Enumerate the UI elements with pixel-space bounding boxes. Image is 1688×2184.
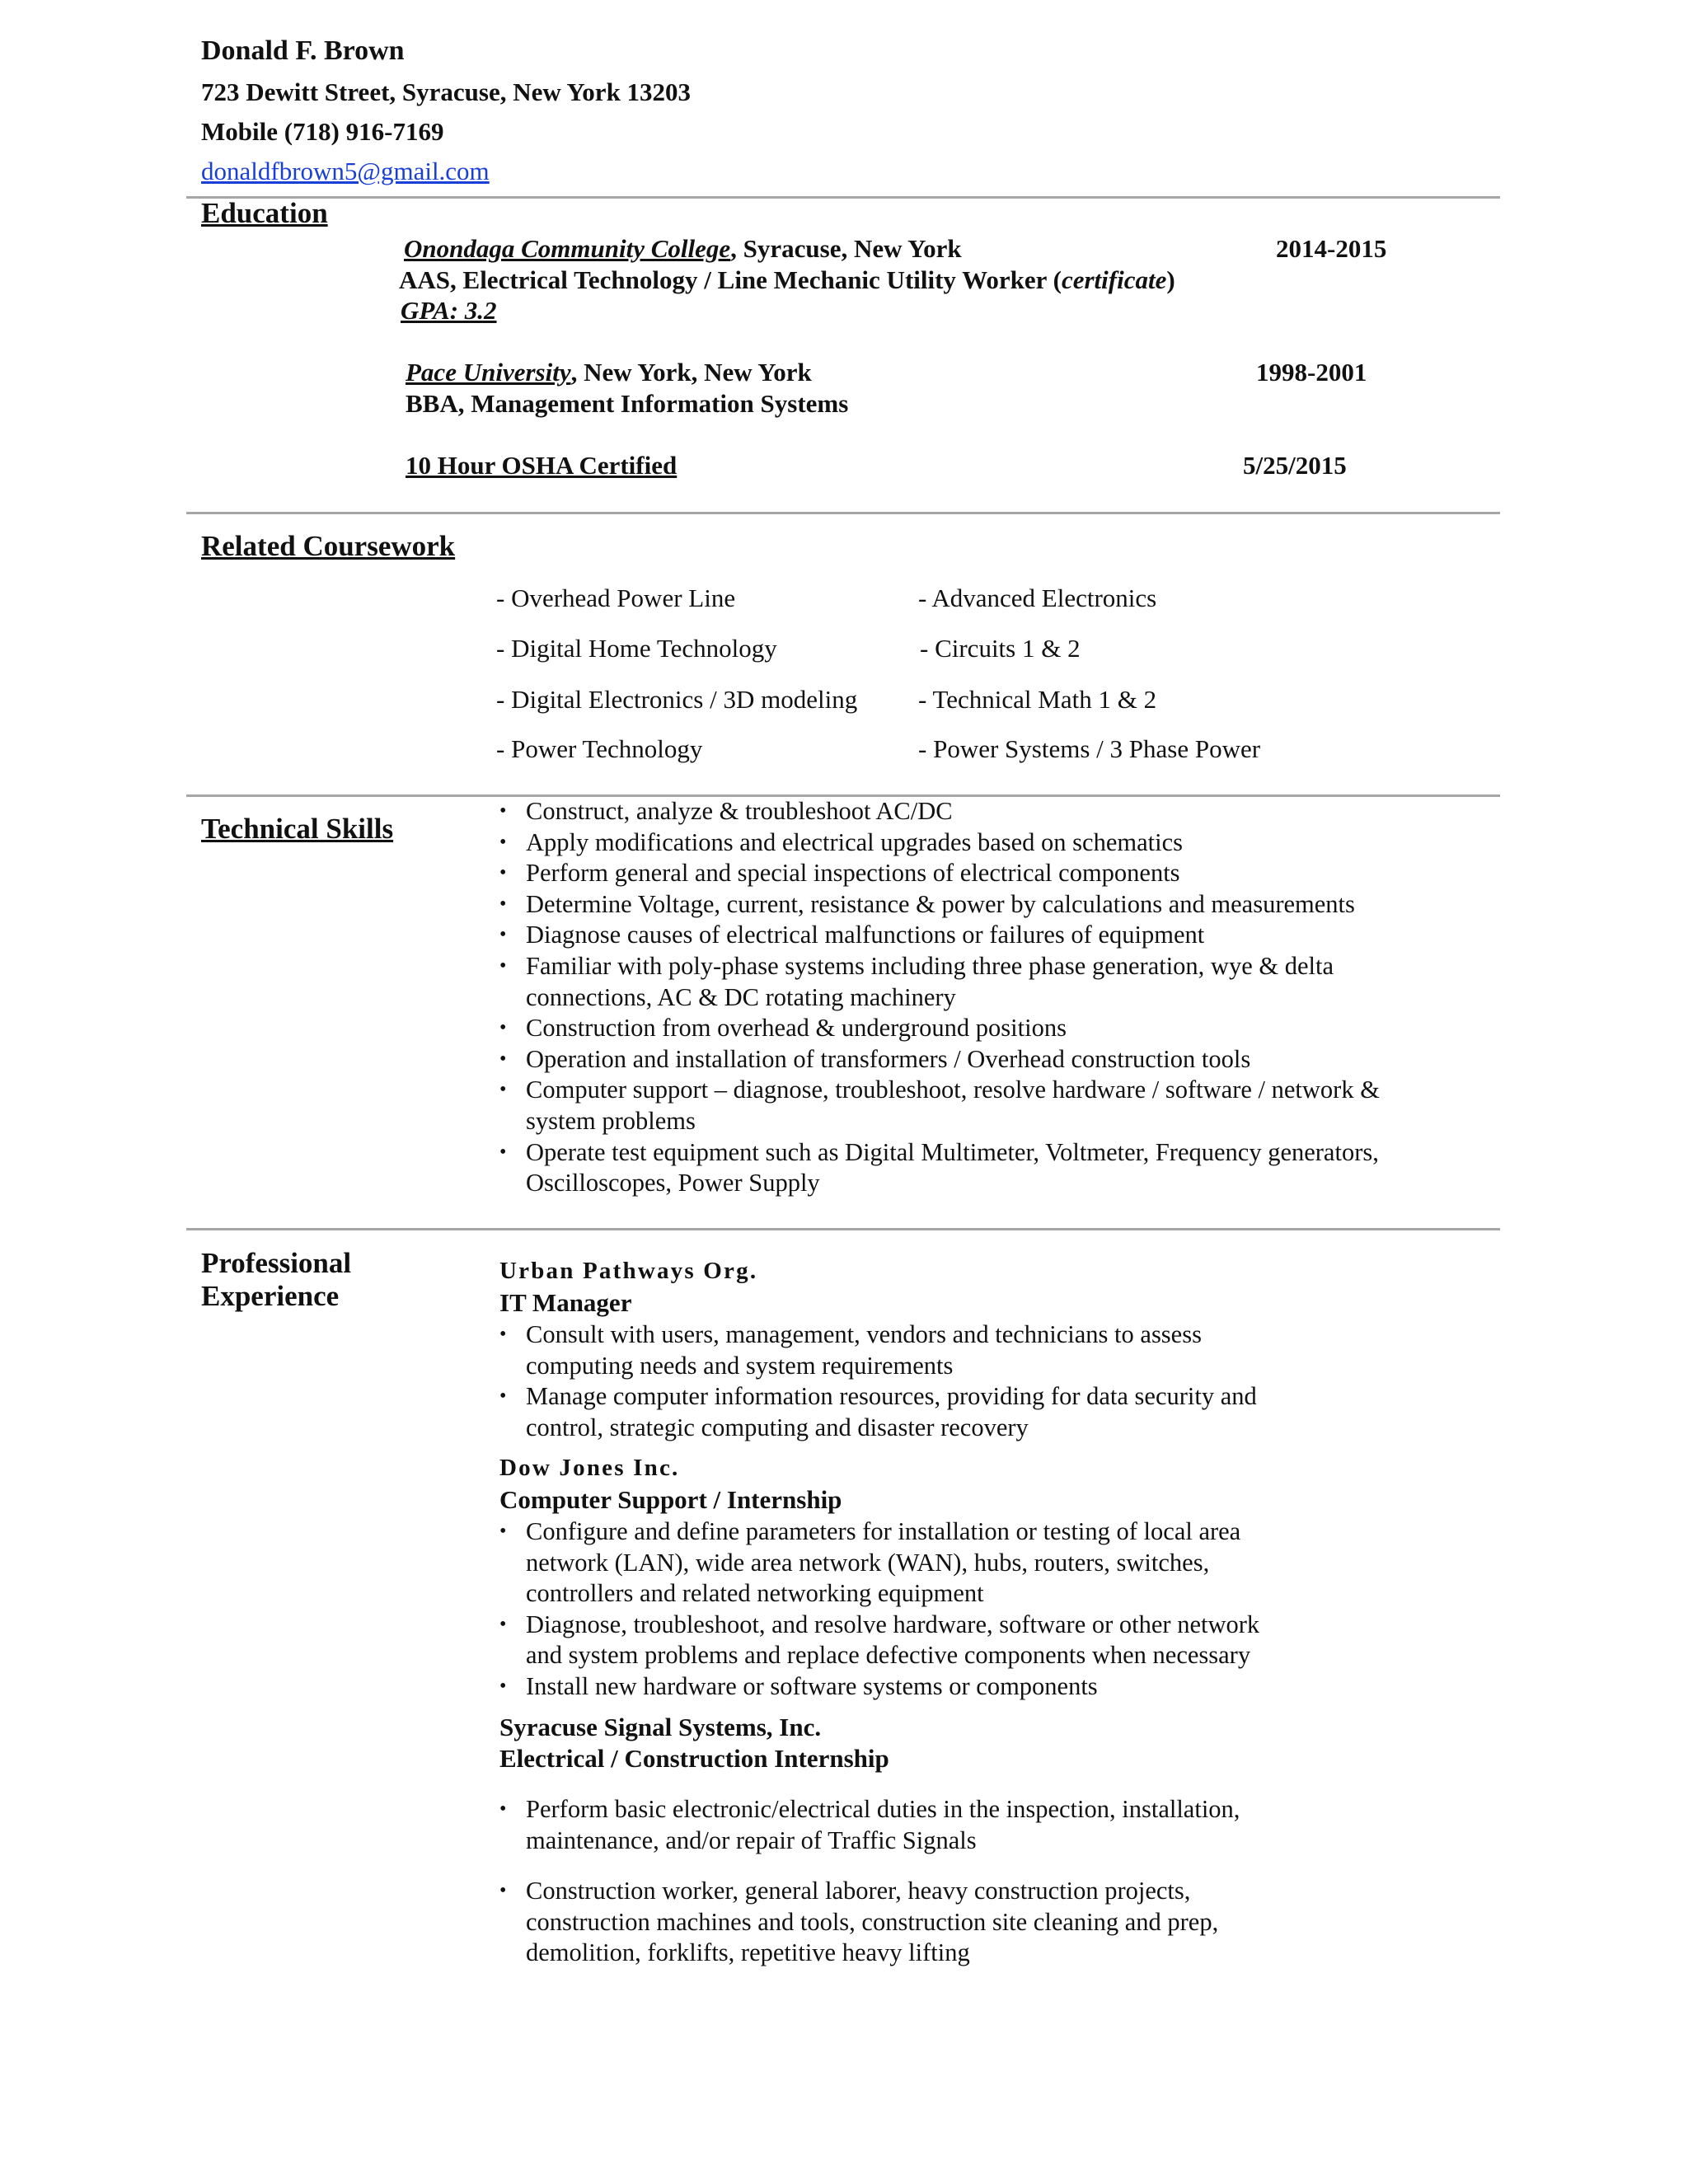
job-title: Computer Support / Internship [499,1485,842,1514]
course-item: - Digital Home Technology [496,634,777,663]
degree-close: ) [1166,265,1175,294]
degree-italic: certificate [1061,265,1167,294]
job-duties [499,1876,1218,1969]
certification-date: 5/25/2015 [1243,451,1347,480]
degree-text: AAS, Electrical Technology / Line Mechanic Utility Worker ( [399,265,1062,294]
divider [186,196,1500,199]
duty-item: • Diagnose, troubleshoot, and resolve hardware, software or other network and system problems and replace defective components when necessary [499,1610,1259,1671]
phone: Mobile (718) 916-7169 [201,117,444,146]
divider [186,1228,1500,1230]
duty-item: • Install new hardware or software systems or components [499,1671,1259,1703]
skill-item: • Operate test equipment such as Digital Multimeter, Voltmeter, Frequency generators, Oscilloscopes, Power Supply [499,1137,1380,1199]
job-duties [499,1516,1259,1703]
skill-item: • Construct, analyze & troubleshoot AC/DC [499,796,1380,827]
gpa: GPA: 3.2 [401,296,497,325]
skill-item: • Determine Voltage, current, resistance & power by calculations and measurements [499,889,1380,921]
skill-item: • Computer support – diagnose, troubleshoot, resolve hardware / software / network & system problems [499,1075,1380,1137]
education-years: 1998-2001 [1256,358,1367,387]
degree [399,265,1175,295]
skill-item: • Familiar with poly-phase systems including three phase generation, wye & delta connections, AC & DC rotating machinery [499,951,1380,1013]
job-title: IT Manager [499,1288,632,1317]
school-name: Onondaga Community College [404,234,731,263]
skill-item: • Diagnose causes of electrical malfunctions or failures of equipment [499,920,1380,951]
duty-item: • Manage computer information resources, providing for data security and control, strategic computing and disaster recovery [499,1381,1257,1443]
education-heading: Education [201,197,328,229]
course-item: - Power Technology [496,734,703,763]
experience-heading-2: Experience [201,1280,340,1312]
experience-heading: Professional [201,1247,352,1279]
job-title: Electrical / Construction Internship [499,1744,889,1773]
school-location: , New York, New York [570,358,812,387]
school-name: Pace University [406,358,571,387]
job-duties [499,1319,1257,1443]
applicant-name: Donald F. Brown [201,35,405,66]
employer-name: Syracuse Signal Systems, Inc. [499,1713,822,1741]
address: 723 Dewitt Street, Syracuse, New York 13203 [201,77,692,106]
duty-item: • Consult with users, management, vendors and technicians to assess computing needs and system requirements [499,1319,1257,1381]
skills-list [499,796,1380,1199]
education-entry-1 [404,234,962,264]
skill-item: • Perform general and special inspections of electrical components [499,858,1380,889]
degree: BBA, Management Information Systems [406,389,849,418]
course-item: - Circuits 1 & 2 [920,634,1081,663]
email-link[interactable]: donaldfbrown5@gmail.com [201,157,490,185]
employer-name: Urban Pathways Org. [499,1258,758,1284]
skill-item: • Construction from overhead & underground positions [499,1013,1380,1044]
education-entry-2 [406,358,812,387]
course-item: - Technical Math 1 & 2 [918,685,1157,714]
coursework-heading: Related Coursework [201,530,456,562]
education-years: 2014-2015 [1276,234,1387,263]
skill-item: • Apply modifications and electrical upgrades based on schematics [499,827,1380,859]
skills-heading: Technical Skills [201,813,394,845]
duty-item: • Configure and define parameters for installation or testing of local area network (LAN), wide area network (WAN), hubs, routers, switches, controllers and related networking equipment [499,1516,1259,1610]
duty-item: • Construction worker, general laborer, heavy construction projects, construction machines and tools, construction site cleaning and prep, demolition, forklifts, repetitive heavy lifting [499,1876,1218,1969]
course-item: - Digital Electronics / 3D modeling [496,685,858,714]
certification: 10 Hour OSHA Certified [406,451,678,480]
employer-name: Dow Jones Inc. [499,1455,680,1481]
duty-item: • Perform basic electronic/electrical duties in the inspection, installation, maintenance, and/or repair of Traffic Signals [499,1794,1240,1856]
course-item: - Overhead Power Line [496,583,736,612]
course-item: - Power Systems / 3 Phase Power [918,734,1261,763]
divider [186,512,1500,514]
skill-item: • Operation and installation of transformers / Overhead construction tools [499,1044,1380,1076]
job-duties [499,1794,1240,1856]
course-item: - Advanced Electronics [918,583,1157,612]
school-location: , Syracuse, New York [730,234,962,263]
